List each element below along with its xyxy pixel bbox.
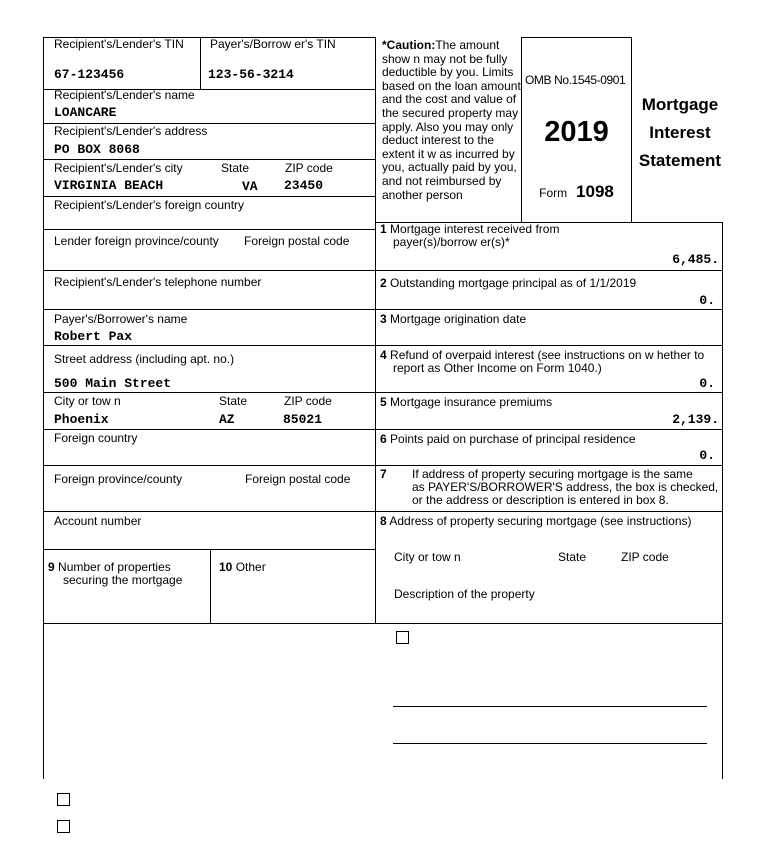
box8-city-label: City or tow n <box>394 550 461 564</box>
recipient-city: VIRGINIA BEACH <box>54 178 164 193</box>
payer-street: 500 Main Street <box>54 376 172 391</box>
line-c <box>43 159 376 160</box>
box4-value: 0. <box>699 376 715 391</box>
box7-checkbox[interactable] <box>396 631 409 644</box>
line-d <box>43 196 376 197</box>
payer-foreign-province-label: Foreign province/county <box>54 472 183 486</box>
tin-divider <box>200 37 201 89</box>
form-number-value: 1098 <box>576 182 614 201</box>
recipient-address: PO BOX 8068 <box>54 142 140 157</box>
box9-divider <box>210 549 211 623</box>
box8-label <box>380 515 692 528</box>
box7-line2: as PAYER'S/BORROWER'S address, the box is checked, <box>412 480 719 494</box>
payer-foreign-country-label: Foreign country <box>54 431 138 445</box>
line-e <box>43 229 376 230</box>
box10-label-text: Other <box>235 560 266 574</box>
payer-tin-label: Payer's/Borrow er's TIN <box>210 37 336 51</box>
recipient-zip-label: ZIP code <box>285 161 333 175</box>
recipient-name: LOANCARE <box>54 105 117 120</box>
form-title-line1: Mortgage <box>641 95 719 114</box>
box2-value: 0. <box>699 293 715 308</box>
recipient-tin-label: Recipient's/Lender's TIN <box>54 37 184 51</box>
box10-label <box>219 561 266 574</box>
box2-label <box>380 277 636 290</box>
box1-label-b: payer(s)/borrow er(s)* <box>393 235 510 249</box>
box8-number: 8 <box>380 514 387 528</box>
box4-label-text: Refund of overpaid interest (see instructions on w hether to <box>390 348 705 362</box>
payer-state: AZ <box>219 412 235 427</box>
box6-value: 0. <box>699 448 715 463</box>
box8-zip-label: ZIP code <box>621 550 669 564</box>
box3-label <box>380 313 526 326</box>
box2-number: 2 <box>380 276 387 290</box>
form-word: Form <box>539 186 568 200</box>
recipient-zip: 23450 <box>284 178 324 193</box>
line-i <box>43 392 723 393</box>
form-number <box>521 182 632 202</box>
payer-tin: 123-56-3214 <box>208 67 294 82</box>
box5-value: 2,139. <box>672 412 719 427</box>
line-n <box>43 623 723 624</box>
payer-foreign-postal-label: Foreign postal code <box>245 472 351 486</box>
caution-text <box>382 39 522 202</box>
column-divider <box>375 37 376 623</box>
payer-state-label: State <box>219 394 248 408</box>
box4-label-b: report as Other Income on Form 1040.) <box>393 361 602 375</box>
payer-city: Phoenix <box>54 412 109 427</box>
box1-value: 6,485. <box>672 252 719 267</box>
box7-number: 7 <box>380 467 387 481</box>
recipient-state: VA <box>242 179 258 194</box>
form-title-line3: Statement <box>638 151 722 170</box>
recipient-foreign-country-label: Recipient's/Lender's foreign country <box>54 198 245 212</box>
box5-label <box>380 396 552 409</box>
box8-state-label: State <box>558 550 587 564</box>
line-h <box>43 345 723 346</box>
line-m <box>43 549 376 550</box>
box6-label-text: Points paid on purchase of principal residence <box>390 432 636 446</box>
blank-line-1 <box>393 706 707 707</box>
omb-number: OMB No.1545-0901 <box>525 73 626 87</box>
box4-number: 4 <box>380 348 387 362</box>
recipient-name-label: Recipient's/Lender's name <box>54 88 195 102</box>
tax-year: 2019 <box>544 116 609 148</box>
form-left-border <box>43 37 44 779</box>
extra-checkbox-1[interactable] <box>57 793 70 806</box>
lender-foreign-province-label: Lender foreign province/county <box>54 234 219 248</box>
recipient-tin: 67-123456 <box>54 67 125 82</box>
box7-line1: If address of property securing mortgage is the same <box>412 467 693 481</box>
box3-label-text: Mortgage origination date <box>390 312 527 326</box>
box7-line3: or the address or description is entered in box 8. <box>412 493 669 507</box>
box8-description-label: Description of the property <box>394 587 535 601</box>
box1-label-text: Mortgage interest received from <box>390 222 560 236</box>
recipient-telephone-label: Recipient's/Lender's telephone number <box>54 275 262 289</box>
account-number-label: Account number <box>54 514 142 528</box>
form-title-line2: Interest <box>649 123 711 142</box>
caution-bold: *Caution: <box>382 38 436 52</box>
box6-number: 6 <box>380 432 387 446</box>
box5-label-text: Mortgage insurance premiums <box>390 395 553 409</box>
payer-city-label: City or tow n <box>54 394 121 408</box>
box9-number: 9 <box>48 560 55 574</box>
payer-street-label: Street address (including apt. no.) <box>54 352 235 366</box>
line-f <box>43 270 723 271</box>
payer-zip-label: ZIP code <box>284 394 332 408</box>
box9-label-text: Number of properties <box>58 560 171 574</box>
box8-label-text: Address of property securing mortgage (see instructions) <box>389 514 692 528</box>
box10-number: 10 <box>219 560 233 574</box>
caution-body: The amount show n may not be fully deductible by you. Limits based on the loan amount and the cost and value of the secured property may apply. Also you may only deduct interest to the extent it w as incurred by you, actually paid by you, and not reimbursed by another person <box>382 38 521 202</box>
box5-number: 5 <box>380 395 387 409</box>
box9-label-b: securing the mortgage <box>63 573 183 587</box>
extra-checkbox-2[interactable] <box>57 820 70 833</box>
blank-line-2 <box>393 743 707 744</box>
recipient-address-label: Recipient's/Lender's address <box>54 124 208 138</box>
lender-foreign-postal-label: Foreign postal code <box>244 234 350 248</box>
line-l <box>43 511 723 512</box>
payer-name: Robert Pax <box>54 329 133 344</box>
payer-name-label: Payer's/Borrower's name <box>54 312 188 326</box>
box2-label-text: Outstanding mortgage principal as of 1/1/2019 <box>390 276 637 290</box>
form-title <box>632 91 728 175</box>
payer-zip: 85021 <box>283 412 323 427</box>
line-g <box>43 309 723 310</box>
box6-label <box>380 433 636 446</box>
line-k <box>43 465 723 466</box>
box1-number: 1 <box>380 222 387 236</box>
recipient-state-label: State <box>221 161 250 175</box>
box3-number: 3 <box>380 312 387 326</box>
top-line-omb <box>521 37 632 38</box>
recipient-city-label: Recipient's/Lender's city <box>54 161 183 175</box>
line-j <box>43 429 723 430</box>
form-right-border <box>722 222 723 779</box>
